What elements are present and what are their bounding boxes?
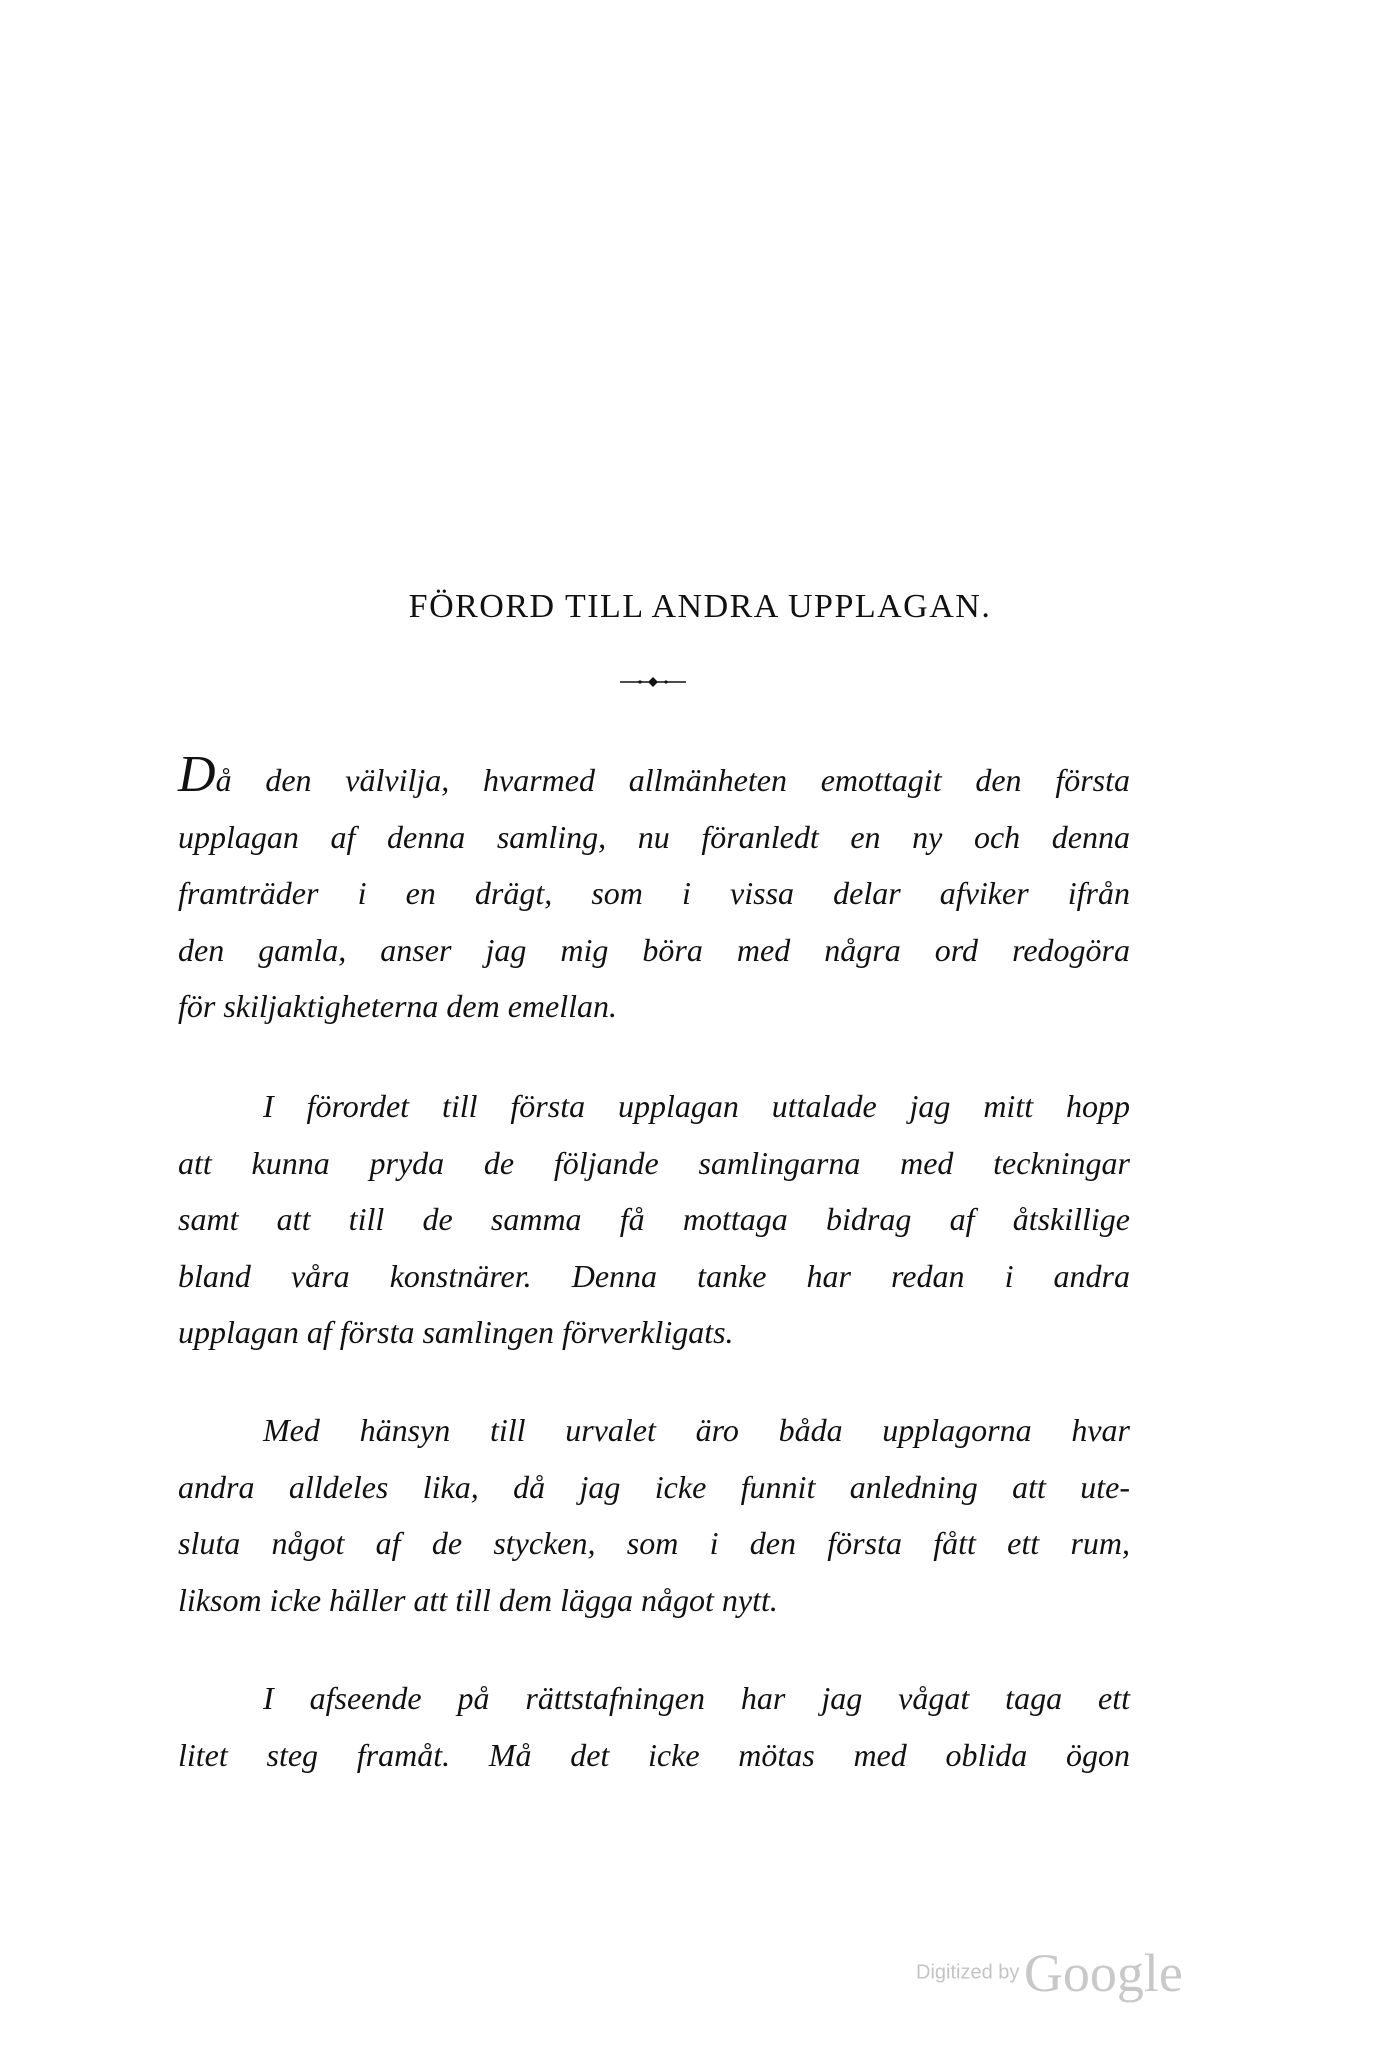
text-line: litet steg framåt. Må det icke mötas med oblida ögon [178,1736,1130,1773]
text-line: andra alldeles lika, då jag icke funnit anledning att ute- [178,1468,1130,1505]
paragraph-3 [178,1402,1130,1628]
text-line: för skiljaktigheterna dem emellan. [178,988,618,1024]
paragraph-1 [178,746,1130,1035]
ornament-divider-icon [620,676,686,688]
page-heading: FÖRORD TILL ANDRA UPPLAGAN. [408,588,992,625]
google-logo: Google [1023,1943,1183,2003]
text-line: sluta något af de stycken, som i den första fått ett rum, [178,1525,1130,1561]
text-line: bland våra konstnärer. Denna tanke har redan i andra [178,1257,1130,1294]
text-line: framträder i en drägt, som i vissa delar afviker ifrån [178,875,1130,911]
text-line: upplagan af denna samling, nu föranledt en ny och denna [178,818,1130,855]
text-line: den gamla, anser jag mig böra med några ord redogöra [178,931,1130,968]
text-line: Med hänsyn till urvalet äro båda upplagorna hvar [263,1412,1130,1448]
drop-cap: D [178,746,216,803]
paragraph-2 [178,1078,1130,1361]
text-line: liksom icke häller att till dem lägga något nytt. [178,1581,778,1618]
paragraph-4 [178,1670,1130,1783]
text-line: samt att till de samma få mottaga bidrag af åtskillige [178,1201,1130,1237]
digitized-watermark [916,1942,1183,2004]
watermark-prefix: Digitized by [916,1961,1020,1984]
text-line: I förordet till första upplagan uttalade jag mitt hopp [263,1088,1130,1124]
text-line: upplagan af första samlingen förverkligats. [178,1314,734,1350]
text-line: Då den välvilja, hvarmed allmänheten emottagit den första [178,746,1130,803]
text-line: I afseende på rättstafningen har jag vågat taga ett [263,1680,1130,1716]
text-line: att kunna pryda de följande samlingarna med teckningar [178,1144,1130,1181]
